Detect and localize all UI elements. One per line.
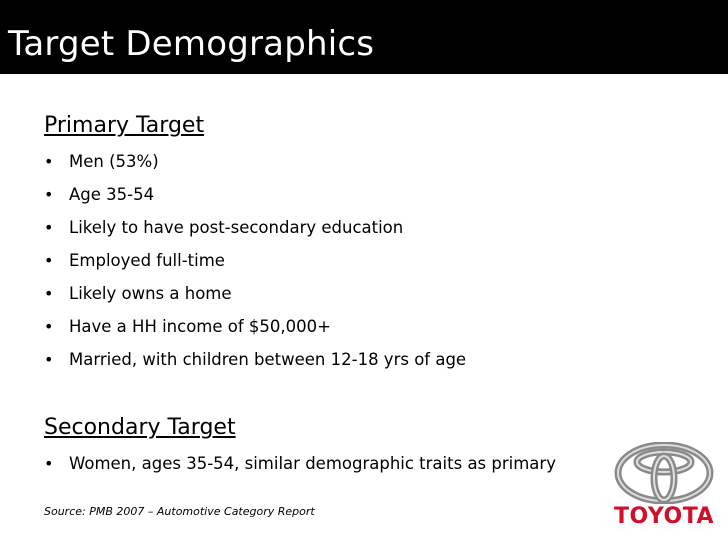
primary-target-heading: Primary Target xyxy=(44,113,205,138)
toyota-emblem-icon xyxy=(612,442,716,504)
slide-title: Target Demographics xyxy=(8,24,375,64)
list-item: • Have a HH income of $50,000+ xyxy=(44,310,466,343)
bullet-icon: • xyxy=(44,284,54,303)
list-item: • Employed full-time xyxy=(44,244,466,277)
list-item: • Married, with children between 12-18 yrs of age xyxy=(44,343,466,376)
secondary-target-heading: Secondary Target xyxy=(44,415,236,440)
bullet-icon: • xyxy=(44,185,54,204)
toyota-logo xyxy=(612,442,716,542)
list-item: • Women, ages 35-54, similar demographic traits as primary xyxy=(44,447,556,480)
title-bar xyxy=(0,0,728,74)
source-citation: Source: PMB 2007 – Automotive Category Report xyxy=(44,505,315,518)
bullet-icon: • xyxy=(44,251,54,270)
bullet-icon: • xyxy=(44,454,54,473)
list-item: • Age 35-54 xyxy=(44,178,466,211)
list-item: • Men (53%) xyxy=(44,145,466,178)
bullet-icon: • xyxy=(44,152,54,171)
bullet-icon: • xyxy=(44,317,54,336)
primary-target-list xyxy=(44,145,466,376)
list-item: • Likely owns a home xyxy=(44,277,466,310)
bullet-icon: • xyxy=(44,218,54,237)
list-item: • Likely to have post-secondary education xyxy=(44,211,466,244)
bullet-icon: • xyxy=(44,350,54,369)
toyota-wordmark: TOYOTA xyxy=(613,504,715,529)
secondary-target-list xyxy=(44,447,556,480)
